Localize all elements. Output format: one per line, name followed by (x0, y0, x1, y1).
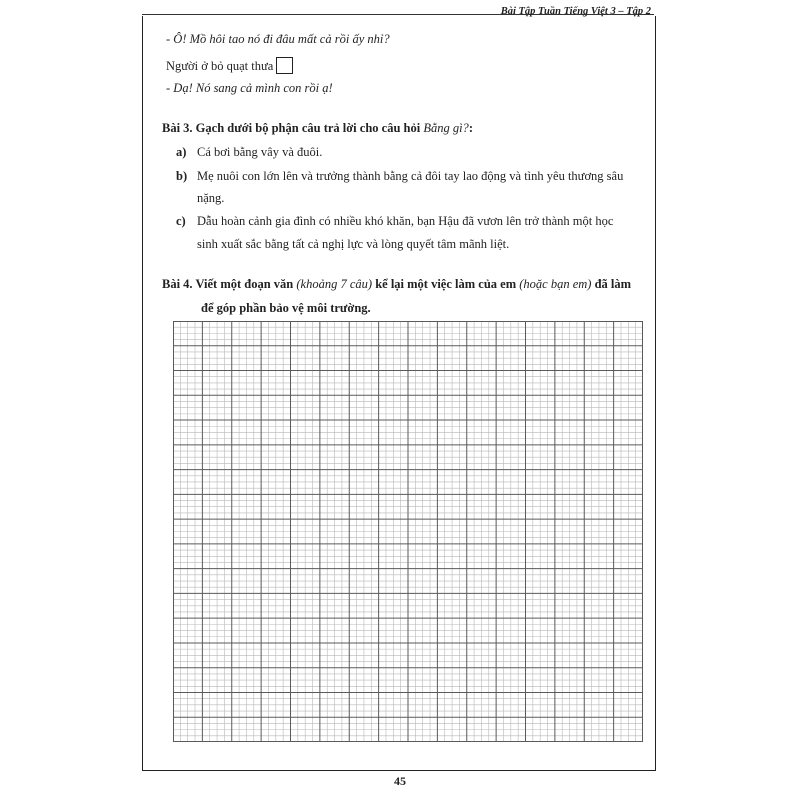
option-c-text-line-1: Dẫu hoàn cảnh gia đình có nhiều khó khăn, bạn Hậu đã vươn lên trở thành một học (197, 214, 614, 228)
exercise-4-part-3: kể lại một việc làm của em (372, 277, 520, 291)
dialogue-line-1: - Ô! Mồ hôi tao nó đi đâu mất cả rồi ấy nhỉ? (166, 32, 390, 46)
exercise-3-title (162, 121, 473, 136)
exercise-4-part-2: (khoảng 7 câu) (296, 277, 373, 291)
writing-grid-lines (173, 321, 643, 742)
page-number: 45 (394, 774, 406, 788)
writing-grid[interactable] (173, 321, 643, 742)
exercise-4-title-line-1 (162, 277, 631, 292)
exercise-3-title-prefix: Bài 3. Gạch dưới bộ phận câu trả lời cho câu hỏi (162, 121, 424, 135)
option-b-text-line-1: Mẹ nuôi con lớn lên và trưởng thành bằng cả đôi tay lao động và tình yêu thương sâu (197, 169, 624, 183)
exercise-4-title-line-2: để góp phần bảo vệ môi trường. (201, 301, 371, 315)
option-c-text-line-2: sinh xuất sắc bằng tất cả nghị lực và lòng quyết tâm mãnh liệt. (197, 237, 510, 251)
option-a-label: a) (176, 145, 187, 159)
option-c-label: c) (176, 214, 186, 228)
exercise-4-part-4: (hoặc bạn em) (519, 277, 592, 291)
exercise-3-question: Bằng gì? (423, 121, 469, 135)
exercise-3-title-suffix: : (468, 121, 473, 135)
answer-box[interactable] (276, 57, 293, 74)
option-b-text-line-2: nặng. (197, 191, 225, 205)
exercise-4-part-1: Bài 4. Viết một đoạn văn (162, 277, 297, 291)
option-a-text: Cá bơi bằng vây và đuôi. (197, 145, 323, 159)
dialogue-line-3: - Dạ! Nó sang cả mình con rồi ạ! (166, 81, 333, 95)
book-title: Bài Tập Tuần Tiếng Việt 3 – Tập 2 (500, 6, 651, 17)
exercise-4-part-5: đã làm (591, 277, 632, 291)
dialogue-line-2-text: Người ở bỏ quạt thưa (166, 59, 274, 73)
dialogue-line-2 (166, 57, 293, 74)
option-b-label: b) (176, 169, 188, 183)
